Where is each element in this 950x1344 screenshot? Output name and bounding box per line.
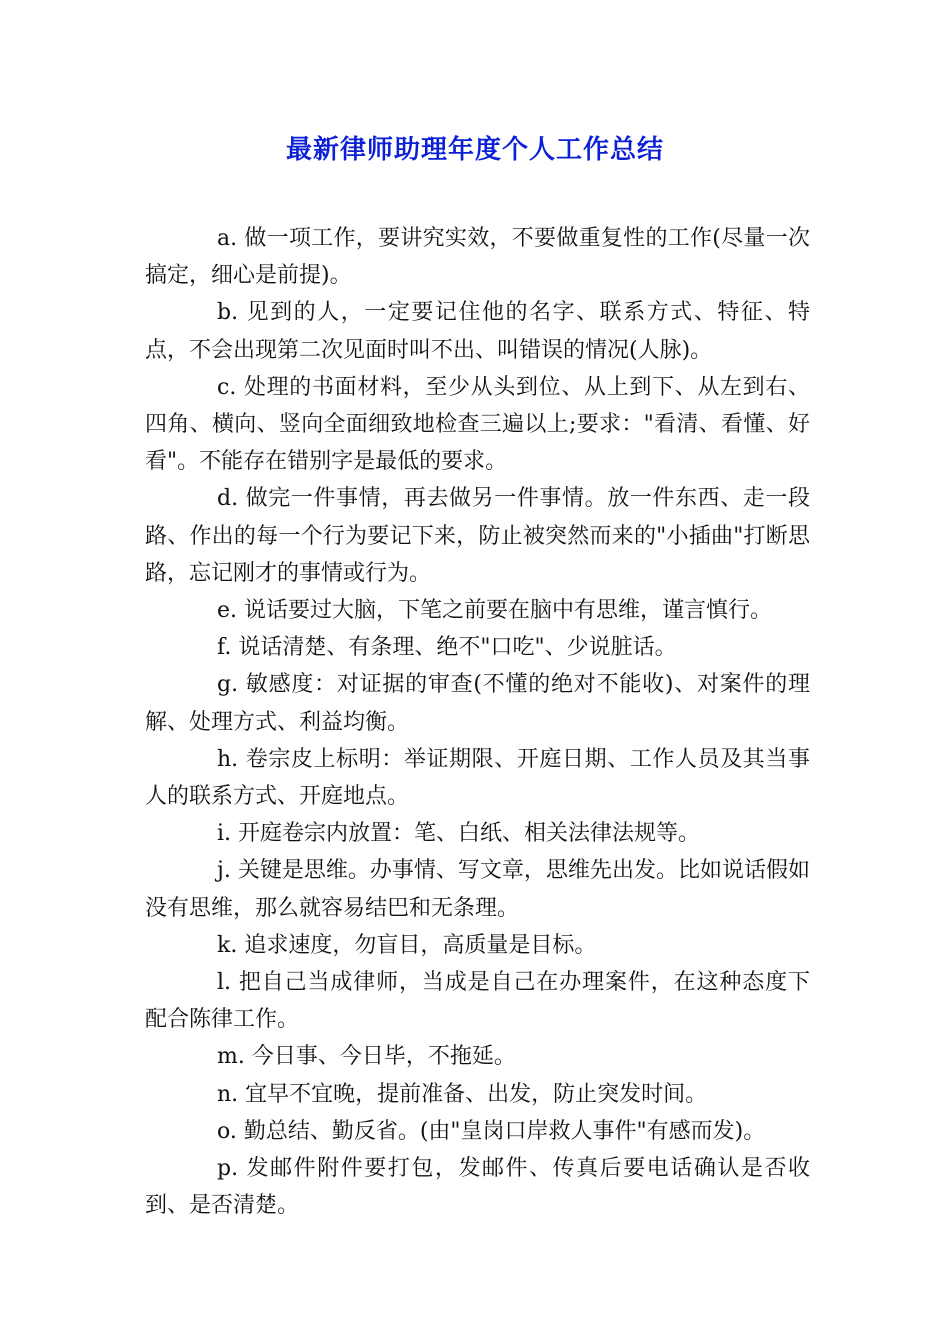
paragraph-k: k. 追求速度，勿盲目，高质量是目标。 — [217, 932, 597, 958]
paragraph-e: e. 说话要过大脑，下笔之前要在脑中有思维，谨言慎行。 — [217, 598, 773, 624]
paragraph-f: f. 说话清楚、有条理、绝不"口吃"、少说脏话。 — [217, 635, 677, 661]
paragraph-o: o. 勤总结、勤反省。(由"皇岗口岸救人事件"有感而发)。 — [217, 1118, 766, 1144]
paragraph-p: p. 发邮件附件要打包，发邮件、传真后要电话确认是否收到、是否清楚。 — [145, 1156, 810, 1219]
paragraph-n: n. 宜早不宜晚，提前准备、出发，防止突发时间。 — [217, 1081, 708, 1107]
paragraph-c: c. 处理的书面材料，至少从头到位、从上到下、从左到右、四角、横向、竖向全面细致地检查三遍以上;要求："看清、看懂、好看"。不能存在错别字是最低的要求。 — [145, 374, 810, 475]
paragraph-m: m. 今日事、今日毕，不拖延。 — [217, 1044, 516, 1070]
paragraph-h: h. 卷宗皮上标明：举证期限、开庭日期、工作人员及其当事人的联系方式、开庭地点。 — [145, 746, 810, 810]
document-title: 最新律师助理年度个人工作总结 — [285, 135, 664, 165]
paragraph-g: g. 敏感度：对证据的审查(不懂的绝对不能收)、对案件的理解、处理方式、利益均衡。 — [145, 672, 810, 735]
paragraph-a: a. 做一项工作，要讲究实效，不要做重复性的工作(尽量一次搞定，细心是前提)。 — [145, 226, 810, 289]
paragraph-d: d. 做完一件事情，再去做另一件事情。放一件东西、走一段路、作出的每一个行为要记下来，防止被突然而来的"小插曲"打断思路，忘记刚才的事情或行为。 — [145, 486, 810, 586]
paragraph-j: j. 关键是思维。办事情、写文章，思维先出发。比如说话假如没有思维，那么就容易结巴和无条理。 — [145, 858, 810, 921]
paragraph-i: i. 开庭卷宗内放置：笔、白纸、相关法律法规等。 — [217, 821, 701, 847]
paragraph-l: l. 把自己当成律师，当成是自己在办理案件，在这种态度下配合陈律工作。 — [145, 970, 810, 1033]
paragraph-b: b. 见到的人，一定要记住他的名字、联系方式、特征、特点，不会出现第二次见面时叫不出、叫错误的情况(人脉)。 — [145, 300, 810, 363]
document-body — [145, 220, 810, 1224]
